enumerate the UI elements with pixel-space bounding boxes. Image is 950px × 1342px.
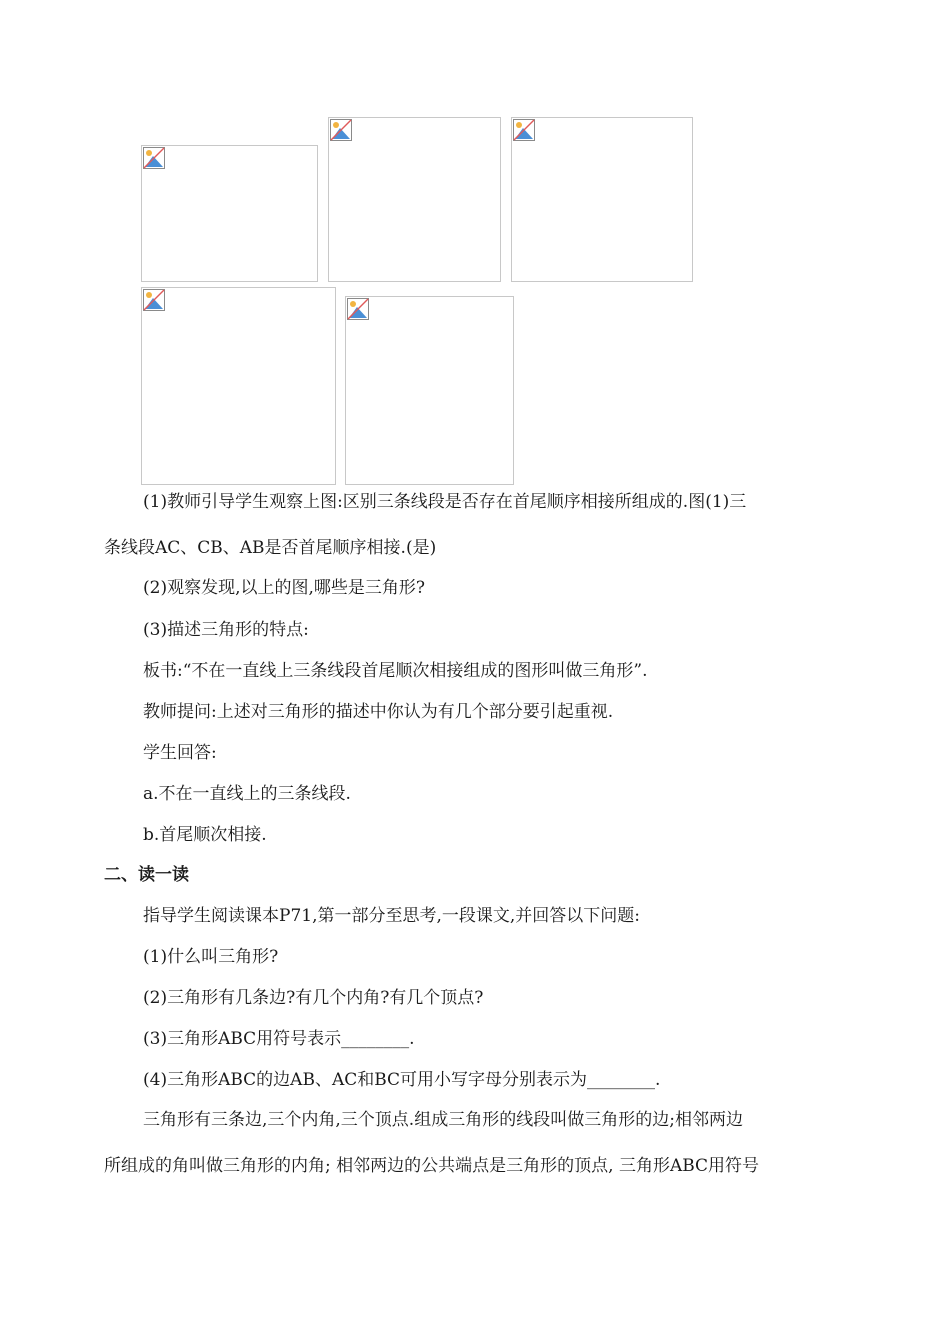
paragraph-2: (2)观察发现,以上的图,哪些是三角形? [143, 578, 426, 598]
figure-image-5 [345, 296, 514, 485]
question-1: (1)什么叫三角形? [143, 947, 279, 967]
broken-image-icon [143, 147, 165, 169]
paragraph-1-line-2: 条线段AC、CB、AB是否首尾顺序相接.(是) [104, 538, 437, 558]
broken-image-icon [143, 289, 165, 311]
question-2: (2)三角形有几条边?有几个内角?有几个顶点? [143, 988, 484, 1008]
question-4: (4)三角形ABC的边AB、AC和BC可用小写字母分别表示为________. [143, 1070, 661, 1090]
section-intro: 指导学生阅读课本P71,第一部分至思考,一段课文,并回答以下问题: [143, 906, 641, 926]
figure-image-2 [328, 117, 501, 282]
paragraph-4: 板书:“不在一直线上三条线段首尾顺次相接组成的图形叫做三角形”. [143, 661, 648, 681]
broken-image-icon [513, 119, 535, 141]
summary-line-1: 三角形有三条边,三个内角,三个顶点.组成三角形的线段叫做三角形的边;相邻两边 [143, 1110, 743, 1130]
broken-image-icon [347, 298, 369, 320]
section-heading: 二、读一读 [104, 865, 189, 885]
paragraph-3: (3)描述三角形的特点: [143, 620, 309, 640]
broken-image-icon [330, 119, 352, 141]
figure-image-4 [141, 287, 336, 485]
figure-image-1 [141, 145, 318, 282]
summary-line-2: 所组成的角叫做三角形的内角; 相邻两边的公共端点是三角形的顶点, 三角形ABC用符号 [104, 1156, 760, 1176]
paragraph-5: 教师提问:上述对三角形的描述中你认为有几个部分要引起重视. [143, 702, 614, 722]
paragraph-6: 学生回答: [143, 743, 217, 763]
figure-image-3 [511, 117, 693, 282]
paragraph-7: a.不在一直线上的三条线段. [143, 784, 351, 804]
question-3: (3)三角形ABC用符号表示________. [143, 1029, 415, 1049]
paragraph-8: b.首尾顺次相接. [143, 825, 267, 845]
paragraph-1-line-1: (1)教师引导学生观察上图:区别三条线段是否存在首尾顺序相接所组成的.图(1)三 [143, 492, 747, 512]
